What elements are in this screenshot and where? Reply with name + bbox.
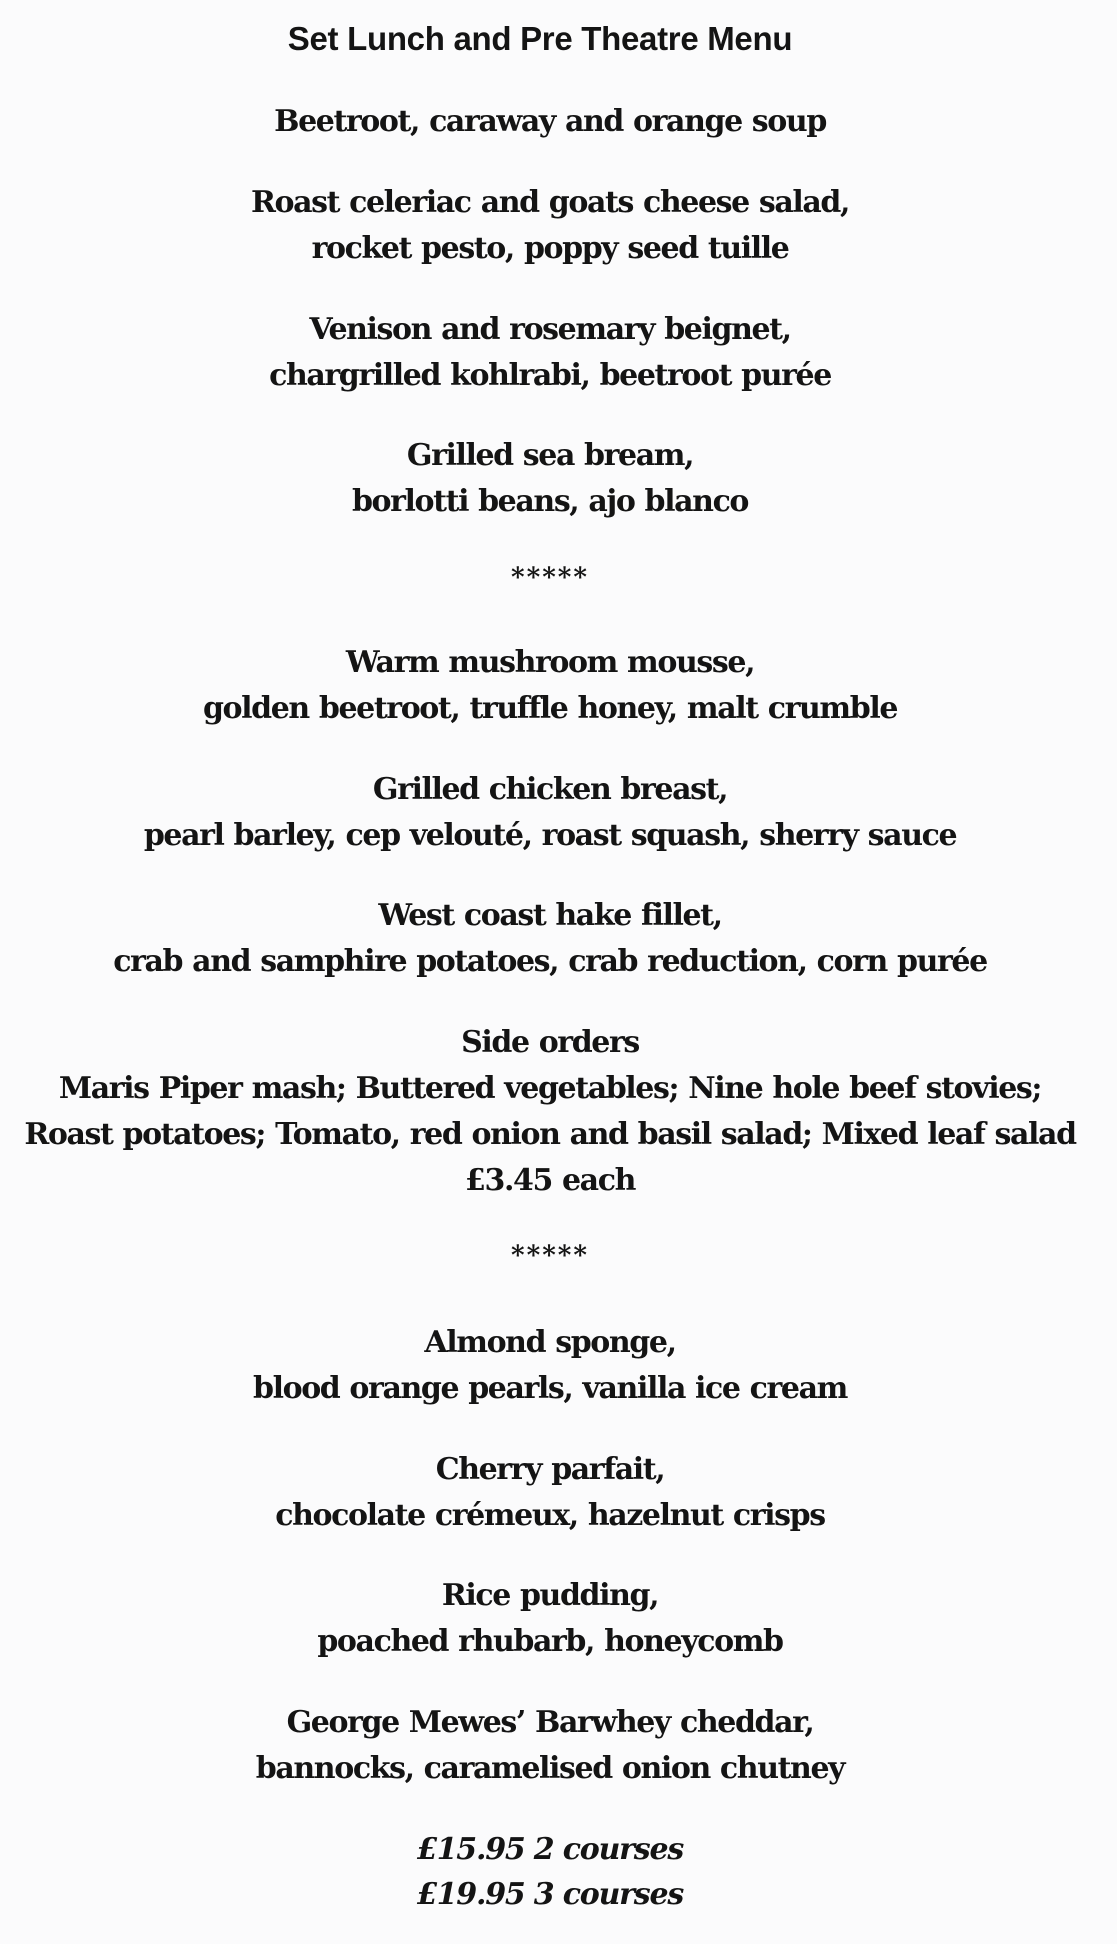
dish-name: Almond sponge,	[424, 1325, 676, 1360]
side-orders-line: Maris Piper mash; Buttered vegetables; Nine hole beef stovies;	[58, 1071, 1042, 1106]
dish-name: Venison and rosemary beignet,	[309, 312, 791, 347]
course-separator: *****	[511, 1241, 589, 1271]
dish-line: Beetroot, caraway and orange soup	[274, 104, 826, 139]
dish-name: Rice pudding,	[441, 1578, 659, 1613]
menu-title: Set Lunch and Pre Theatre Menu	[287, 20, 793, 57]
starter-item	[0, 433, 1100, 525]
dessert-item	[0, 1573, 1100, 1665]
dish-name: West coast hake fillet,	[378, 898, 722, 933]
dish-description: chocolate crémeux, hazelnut crisps	[275, 1498, 825, 1533]
dessert-item	[0, 1320, 1100, 1412]
price-three-courses: £19.95 3 courses	[416, 1877, 684, 1912]
dish-name: Warm mushroom mousse,	[345, 645, 755, 680]
dish-description: chargrilled kohlrabi, beetroot purée	[269, 358, 831, 393]
dish-name: Grilled chicken breast,	[372, 772, 728, 807]
dessert-item	[0, 1700, 1100, 1792]
dish-name: Roast celeriac and goats cheese salad,	[250, 185, 850, 220]
main-item	[0, 893, 1100, 985]
dish-description: poached rhubarb, honeycomb	[317, 1624, 783, 1659]
price-two-courses: £15.95 2 courses	[416, 1832, 684, 1867]
dessert-item	[0, 1447, 1100, 1539]
dish-name: Grilled sea bream,	[406, 438, 694, 473]
dish-description: rocket pesto, poppy seed tuille	[311, 231, 789, 266]
side-orders-line: Roast potatoes; Tomato, red onion and basil salad; Mixed leaf salad	[24, 1117, 1076, 1152]
dish-description: golden beetroot, truffle honey, malt crumble	[202, 691, 898, 726]
main-item	[0, 767, 1100, 859]
dish-description: borlotti beans, ajo blanco	[351, 484, 749, 519]
dish-name: George Mewes’ Barwhey cheddar,	[286, 1705, 814, 1740]
dish-description: crab and samphire potatoes, crab reduction, corn purée	[113, 944, 987, 979]
dish-name: Cherry parfait,	[435, 1452, 665, 1487]
starter-item	[0, 307, 1100, 399]
set-menu-prices	[0, 1827, 1100, 1917]
dish-description: blood orange pearls, vanilla ice cream	[253, 1371, 847, 1406]
dish-description: bannocks, caramelised onion chutney	[255, 1751, 845, 1786]
main-item	[0, 640, 1100, 732]
side-orders-price: £3.45 each	[465, 1163, 635, 1198]
starter-item	[0, 180, 1100, 272]
course-separator: *****	[511, 563, 589, 593]
dish-description: pearl barley, cep velouté, roast squash, sherry sauce	[143, 818, 957, 853]
starter-item	[0, 99, 1100, 145]
side-orders-heading: Side orders	[461, 1025, 639, 1060]
side-orders	[0, 1020, 1100, 1204]
